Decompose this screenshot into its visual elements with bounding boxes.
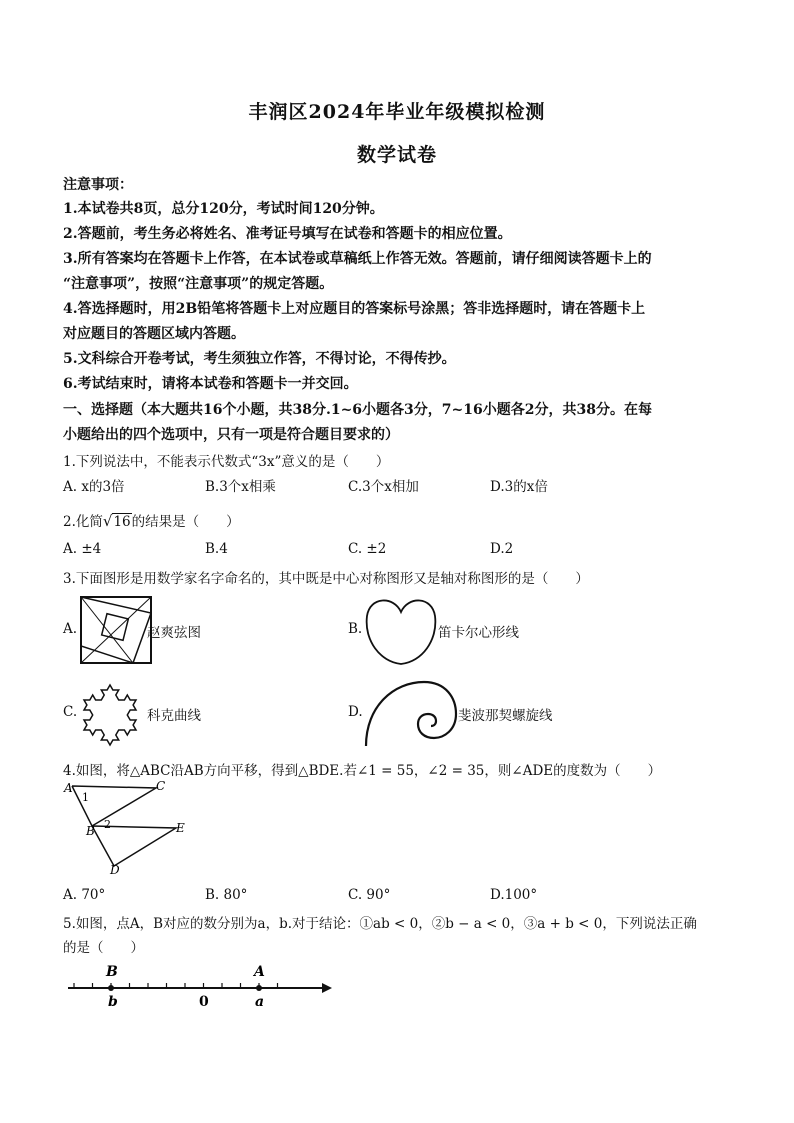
q3-option-a-caption: 赵爽弦图 — [147, 625, 201, 641]
translation-triangles-figure — [62, 778, 194, 878]
q2-option-b: B.4 — [205, 541, 228, 557]
point-label-c: C — [156, 779, 166, 793]
number-line-figure — [66, 962, 338, 1008]
q1-option-a: A. x的3倍 — [63, 479, 125, 495]
q4-option-d: D.100° — [490, 887, 538, 903]
exam-title: 丰润区2024年毕业年级模拟检测 — [248, 101, 546, 123]
q3-option-b-caption: 笛卡尔心形线 — [438, 625, 519, 641]
zhao-shuang-diagram — [80, 596, 152, 664]
q3-option-d-letter: D. — [348, 704, 363, 720]
q3-option-d-caption: 斐波那契螺旋线 — [458, 708, 553, 724]
q3-option-c-letter: C. — [63, 704, 78, 720]
q2-option-c: C. ±2 — [348, 541, 387, 557]
q3-stem: 3.下面图形是用数学家名字命名的，其中既是中心对称图形又是轴对称图形的是（ ） — [63, 571, 589, 587]
q5-stem: 5.如图，点A，B对应的数分别为a，b.对于结论：①ab < 0，②b − a < 0，③a + b < 0，下列说法正确 — [63, 916, 697, 932]
numberline-label-zero: 0 — [199, 994, 209, 1010]
fibonacci-spiral — [362, 676, 458, 748]
q5-stem-cont: 的是（ ） — [63, 940, 144, 956]
point-a-dot — [256, 985, 262, 991]
cardioid-curve — [364, 594, 438, 666]
angle-label-2: 2 — [104, 818, 111, 831]
q3-option-c-caption: 科克曲线 — [147, 708, 201, 724]
q3-option-a-letter: A. — [63, 621, 78, 637]
point-label-b: B — [86, 824, 95, 838]
q4-option-b: B. 80° — [205, 887, 248, 903]
q2-option-d: D.2 — [490, 541, 514, 557]
q2-stem-post: 的结果是（ ） — [131, 514, 240, 530]
note-item: 对应题目的答题区域内答题。 — [63, 326, 245, 342]
point-b-dot — [108, 985, 114, 991]
q1-stem: 1.下列说法中，不能表示代数式“3x”意义的是（ ） — [63, 454, 390, 470]
numberline-label-a-upper: A — [254, 964, 265, 980]
koch-snowflake — [72, 675, 148, 753]
exam-subtitle: 数学试卷 — [356, 144, 437, 166]
note-item: 6.考试结束时，请将本试卷和答题卡一并交回。 — [63, 376, 358, 392]
note-item: 3.所有答案均在答题卡上作答，在本试卷或草稿纸上作答无效。答题前，请仔细阅读答题卡上的 — [63, 251, 652, 267]
point-label-e: E — [176, 821, 185, 835]
section-heading-cont: 小题给出的四个选项中，只有一项是符合题目要求的） — [63, 427, 399, 443]
q1-option-b: B.3个x相乘 — [205, 479, 276, 495]
note-item: 1.本试卷共8页，总分120分，考试时间120分钟。 — [63, 201, 384, 217]
sqrt-icon: √ — [102, 512, 113, 530]
q2-stem-pre: 2.化简 — [63, 514, 103, 530]
numberline-label-b-lower: b — [108, 994, 118, 1010]
q1-option-c: C.3个x相加 — [348, 479, 419, 495]
q1-option-d: D.3的x倍 — [490, 479, 548, 495]
note-item: 5.文科综合开卷考试，考生须独立作答，不得讨论，不得传抄。 — [63, 351, 456, 367]
numberline-label-b-upper: B — [106, 964, 118, 980]
note-item: 4.答选择题时，用2B铅笔将答题卡上对应题目的答案标号涂黑；答非选择题时，请在答题卡上 — [63, 301, 646, 317]
q2-radicand: 16 — [113, 514, 131, 530]
point-label-d: D — [110, 863, 120, 877]
q4-option-a: A. 70° — [63, 887, 106, 903]
q4-option-c: C. 90° — [348, 887, 391, 903]
point-label-a: A — [64, 781, 73, 795]
numberline-label-a-lower: a — [255, 994, 265, 1010]
note-item: 2.答题前，考生务必将姓名、准考证号填写在试卷和答题卡的相应位置。 — [63, 226, 512, 242]
section-heading: 一、选择题（本大题共16个小题，共38分.1~6小题各3分，7~16小题各2分，共38分。在每 — [63, 402, 652, 418]
angle-label-1: 1 — [82, 791, 89, 804]
q2-option-a: A. ±4 — [63, 541, 102, 557]
note-item: “注意事项”，按照“注意事项”的规定答题。 — [63, 276, 334, 292]
notes-heading: 注意事项： — [63, 177, 133, 193]
q2-stem — [63, 510, 240, 530]
arrow-right-icon — [322, 983, 332, 993]
q4-stem: 4.如图，将△ABC沿AB方向平移，得到△BDE.若∠1 = 55，∠2 = 35，则∠ADE的度数为（ ） — [63, 763, 662, 779]
q3-option-b-letter: B. — [348, 621, 363, 637]
